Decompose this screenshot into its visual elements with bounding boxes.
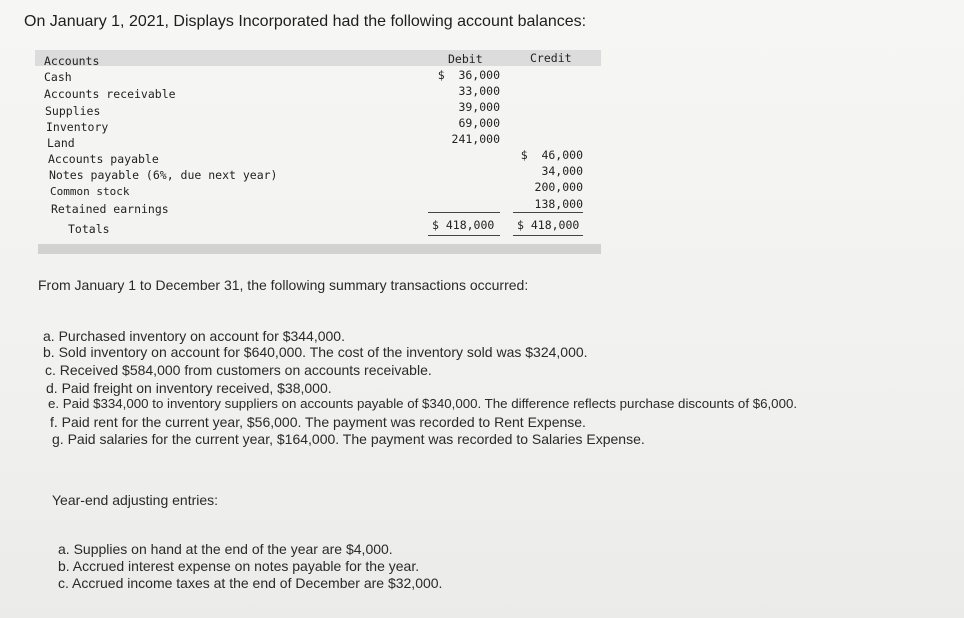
row-credit: $ 46,000 <box>520 148 583 162</box>
totals-credit: $ 418,000 <box>517 218 580 232</box>
row-account: Common stock <box>50 185 130 198</box>
row-account: Accounts receivable <box>44 87 176 101</box>
row-debit: 39,000 <box>458 100 500 114</box>
totals-debit: $ 418,000 <box>432 218 495 232</box>
adjusting-item: c. Accrued income taxes at the end of December are $32,000. <box>58 575 443 591</box>
transaction-item: f. Paid rent for the current year, $56,000. The payment was recorded to Rent Expense. <box>50 414 586 430</box>
total-rule-debit <box>428 235 500 236</box>
table-header-bar <box>35 50 601 66</box>
row-debit: 33,000 <box>458 84 500 98</box>
row-account: Land <box>47 136 75 150</box>
row-account: Accounts payable <box>48 152 159 166</box>
totals-label: Totals <box>68 222 110 236</box>
row-debit: 241,000 <box>451 132 500 146</box>
transaction-item: d. Paid freight on inventory received, $38,000. <box>46 380 332 396</box>
header-credit: Credit <box>530 51 572 65</box>
adjusting-item: a. Supplies on hand at the end of the year are $4,000. <box>58 541 393 557</box>
transaction-item: a. Purchased inventory on account for $344,000. <box>43 328 345 344</box>
row-credit: 34,000 <box>541 164 583 178</box>
row-account: Notes payable (6%, due next year) <box>49 168 278 182</box>
table-footer-bar <box>38 244 601 254</box>
header-accounts: Accounts <box>44 54 100 68</box>
transactions-intro: From January 1 to December 31, the following summary transactions occurred: <box>38 277 529 293</box>
transaction-item: g. Paid salaries for the current year, $164,000. The payment was recorded to Salaries Expense. <box>52 431 645 447</box>
row-account: Cash <box>44 70 72 84</box>
subtotal-rule-debit <box>428 212 500 213</box>
transaction-item: b. Sold inventory on account for $640,000. The cost of the inventory sold was $324,000. <box>43 344 588 360</box>
transaction-item: c. Received $584,000 from customers on accounts receivable. <box>45 362 432 378</box>
subtotal-rule-credit <box>513 212 583 213</box>
transaction-item: e. Paid $334,000 to inventory suppliers on accounts payable of $340,000. The difference reflects purchase discounts of $6,000. <box>48 396 798 411</box>
row-debit: 69,000 <box>458 116 500 130</box>
row-credit: 138,000 <box>534 197 583 211</box>
row-account: Supplies <box>45 104 101 118</box>
row-account: Retained earnings <box>51 202 169 216</box>
row-credit: 200,000 <box>534 180 583 194</box>
total-rule-credit <box>513 235 583 236</box>
problem-heading: On January 1, 2021, Displays Incorporated had the following account balances: <box>24 13 587 30</box>
adjusting-item: b. Accrued interest expense on notes payable for the year. <box>58 558 420 574</box>
row-account: Inventory <box>46 120 109 134</box>
adjusting-intro: Year-end adjusting entries: <box>52 492 219 508</box>
header-debit: Debit <box>448 52 483 66</box>
row-debit: $ 36,000 <box>437 68 500 82</box>
